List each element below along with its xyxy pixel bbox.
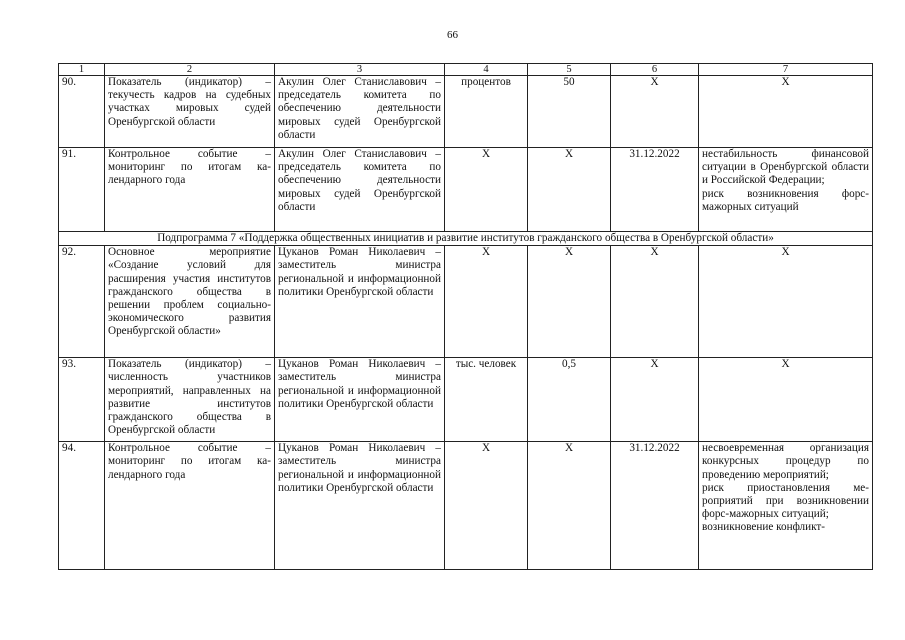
column-header: 1 (59, 64, 105, 76)
value-cell: X (528, 148, 611, 232)
responsible-person: Акулин Олег Станиславович – председатель комитета по обеспечению деятельности мировых судей Оренбургской области (275, 76, 445, 148)
date-cell: 31.12.2022 (611, 148, 699, 232)
column-header: 2 (105, 64, 275, 76)
section-row (59, 232, 873, 246)
date-cell: 31.12.2022 (611, 442, 699, 570)
plan-table (58, 63, 873, 570)
risk-cell: X (699, 76, 873, 148)
event-name: Контрольное событие – мониторинг по итогам календарного года (105, 148, 275, 232)
value-cell: X (528, 246, 611, 358)
table-row (59, 442, 873, 570)
unit-cell: тыс. человек (445, 358, 528, 442)
event-name: Контрольное событие – мониторинг по итогам календарного года (105, 442, 275, 570)
risk-cell: нестабильность финансовой ситуации в Оренбургской области и Российской Федерации; риск возникновения форс-мажорных ситуаций (699, 148, 873, 232)
event-name: Основное мероприятие «Создание условий для расширения участия институтов гражданского общества в решении проблем социально-экономического развития Оренбургской области» (105, 246, 275, 358)
column-header: 7 (699, 64, 873, 76)
row-number: 91. (59, 148, 105, 232)
risk-cell: X (699, 358, 873, 442)
column-header: 5 (528, 64, 611, 76)
date-cell: X (611, 76, 699, 148)
responsible-person: Цуканов Роман Николаевич – заместитель министра региональной и информационной политики Оренбургской области (275, 358, 445, 442)
responsible-person: Акулин Олег Станиславович – председатель комитета по обеспечению деятельности мировых судей Оренбургской области (275, 148, 445, 232)
date-cell: X (611, 246, 699, 358)
unit-cell: X (445, 246, 528, 358)
event-name: Показатель (индикатор) – численность участников мероприятий, направленных на развитие институтов гражданского общества в Оренбургской области (105, 358, 275, 442)
value-cell: 50 (528, 76, 611, 148)
column-header: 4 (445, 64, 528, 76)
column-header: 3 (275, 64, 445, 76)
value-cell: X (528, 442, 611, 570)
responsible-person: Цуканов Роман Николаевич – заместитель министра региональной и информационной политики Оренбургской области (275, 246, 445, 358)
value-cell: 0,5 (528, 358, 611, 442)
unit-cell: X (445, 148, 528, 232)
section-title: Подпрограмма 7 «Поддержка общественных инициатив и развитие институтов гражданского общества в Оренбургской области» (59, 232, 873, 246)
responsible-person: Цуканов Роман Николаевич – заместитель министра региональной и информационной политики Оренбургской области (275, 442, 445, 570)
column-header-row (59, 64, 873, 76)
event-name: Показатель (индикатор) – текучесть кадров на судебных участках мировых судей Оренбургской области (105, 76, 275, 148)
date-cell: X (611, 358, 699, 442)
table-row (59, 246, 873, 358)
row-number: 93. (59, 358, 105, 442)
risk-cell: X (699, 246, 873, 358)
table-row (59, 76, 873, 148)
table-row (59, 358, 873, 442)
unit-cell: процентов (445, 76, 528, 148)
unit-cell: X (445, 442, 528, 570)
table-row (59, 148, 873, 232)
row-number: 92. (59, 246, 105, 358)
row-number: 94. (59, 442, 105, 570)
page-number: 66 (447, 29, 458, 41)
risk-cell: несвоевременная организация конкурсных процедур по проведению мероприятий; риск приостановления мероприятий при возникновении форс-мажорных ситуаций; возникновение конфликт- (699, 442, 873, 570)
row-number: 90. (59, 76, 105, 148)
column-header: 6 (611, 64, 699, 76)
